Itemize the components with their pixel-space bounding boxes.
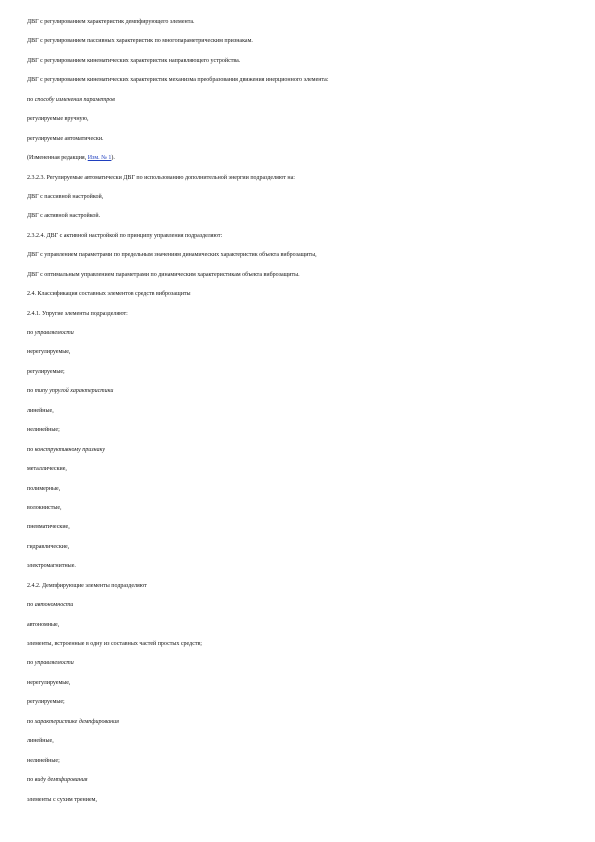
text-line: по способу изменения параметров: [27, 96, 115, 103]
text-line: ДВГ с регулированием кинематических характеристик направляющего устройства.: [27, 57, 241, 64]
text-line: нерегулируемые,: [27, 679, 71, 686]
text-line: ДВГ с управлением параметрами по предельным значениям динамических характеристик объекта виброзащиты,: [27, 252, 317, 259]
category-label: характеристике демпфирования: [34, 718, 119, 725]
text-line: элементы с сухим трением,: [27, 796, 97, 803]
section-heading: 2.4. Классификация составных элементов средств виброзащиты: [27, 291, 191, 298]
text-line: полимерные,: [27, 485, 61, 492]
text-line: ДВГ с регулированием характеристик демпфирующего элемента.: [27, 19, 195, 25]
text-line: пневматические,: [27, 524, 70, 531]
category-label: способу изменения параметров: [34, 96, 115, 103]
text-line: по автономности: [27, 602, 74, 609]
text-line: регулируемые вручную,: [27, 116, 89, 123]
text-line: нелинейные;: [27, 427, 60, 434]
category-label: конструктивному признаку: [34, 446, 106, 453]
text-line: линейные,: [27, 738, 54, 745]
text-line: электромагнитные.: [27, 563, 76, 570]
document-body: [27, 18, 582, 815]
text-line: регулируемые;: [27, 699, 65, 706]
text-line: нерегулируемые,: [27, 349, 71, 356]
text-line: по виду демпфирования: [27, 777, 88, 784]
text-line: ДВГ с пассивной настройкой,: [27, 193, 104, 200]
text-line: регулируемые автоматически.: [27, 135, 104, 142]
text-line: ДВГ с регулированием пассивных характеристик по многопараметрическим признакам.: [27, 38, 253, 45]
text-line: по конструктивному признаку: [27, 446, 106, 453]
text-line: элементы, встроенные в одну из составных частей простых средств;: [27, 641, 202, 647]
text-line: ДВГ с регулированием кинематических характеристик механизма преобразования движения инерционного элемента:: [27, 77, 329, 84]
text-line: гидравлические,: [27, 543, 70, 550]
text-line: по управляемости: [27, 330, 74, 336]
text-line: ДВГ с оптимальным управлением параметрами по динамическим характеристикам объекта виброзащиты.: [27, 271, 300, 278]
text-line: (Измененная редакция, Изм. № 1).: [27, 155, 115, 162]
text-line: регулируемые;: [27, 368, 65, 375]
text-line: автономные,: [27, 621, 60, 628]
amendment-link[interactable]: Изм. № 1: [87, 155, 112, 162]
text-line: по типу упругой характеристики: [27, 388, 114, 395]
category-label: автономности: [34, 602, 74, 609]
text-line: ДВГ с активной настройкой.: [27, 213, 101, 220]
text-line: нелинейные;: [27, 757, 60, 764]
category-label: управляемости: [34, 330, 74, 336]
text-line: 2.3.2.3. Регулируемые автоматически ДВГ по использованию дополнительной энергии подразделяют на:: [27, 174, 295, 181]
text-line: по управляемости: [27, 660, 74, 667]
text-line: линейные,: [27, 407, 54, 414]
text-line: 2.4.1. Упругие элементы подразделяют:: [27, 310, 128, 317]
text-line: 2.3.2.4. ДВГ с активной настройкой по принципу управления подразделяют:: [27, 232, 223, 239]
text-line: по характеристике демпфирования: [27, 718, 119, 725]
text-line: металлические,: [27, 466, 67, 473]
text-line: волокнистые,: [27, 504, 62, 511]
text-line: 2.4.2. Демпфирующие элементы подразделяют: [27, 582, 147, 589]
category-label: виду демпфирования: [34, 777, 88, 784]
category-label: типу упругой характеристики: [34, 388, 114, 395]
category-label: управляемости: [34, 660, 74, 667]
